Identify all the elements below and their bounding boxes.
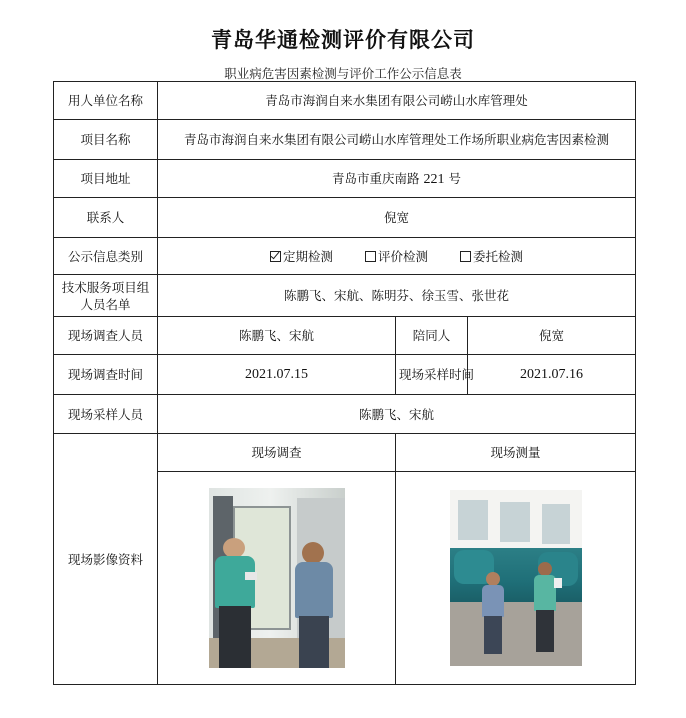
sampling-time-label: 现场采样时间 — [396, 355, 468, 395]
checkbox-evaluation[interactable] — [365, 251, 376, 262]
survey-photo-cell — [158, 472, 396, 685]
info-table — [53, 81, 636, 685]
address-prefix: 青岛市重庆南路 — [332, 170, 420, 186]
option-evaluation-label: 评价检测 — [378, 248, 429, 264]
address-number: 221 — [423, 171, 445, 187]
address-value — [158, 160, 636, 198]
row-team — [54, 275, 636, 317]
survey-photo — [209, 488, 345, 668]
team-label: 技术服务项目组人员名单 — [54, 275, 158, 317]
address-suffix: 号 — [448, 170, 461, 186]
row-employer — [54, 82, 636, 120]
team-value: 陈鹏飞、宋航、陈明芬、徐玉雪、张世花 — [158, 275, 636, 317]
survey-staff-label: 现场调查人员 — [54, 317, 158, 355]
contact-label: 联系人 — [54, 198, 158, 238]
option-periodic[interactable] — [270, 248, 333, 265]
project-value: 青岛市海润自来水集团有限公司崂山水库管理处工作场所职业病危害因素检测 — [158, 120, 636, 160]
checkbox-commissioned[interactable] — [460, 251, 471, 262]
sampling-staff-label: 现场采样人员 — [54, 395, 158, 434]
measure-photo-cell — [396, 472, 636, 685]
employer-label: 用人单位名称 — [54, 82, 158, 120]
companion-label: 陪同人 — [396, 317, 468, 355]
survey-time-value: 2021.07.15 — [158, 355, 396, 395]
checkbox-periodic[interactable] — [270, 251, 281, 262]
row-address — [54, 160, 636, 198]
survey-caption: 现场调查 — [158, 434, 396, 472]
option-periodic-label: 定期检测 — [283, 248, 334, 264]
measure-photo — [450, 490, 582, 666]
sampling-time-value: 2021.07.16 — [468, 355, 636, 395]
row-sampling-staff — [54, 395, 636, 434]
contact-value: 倪宽 — [158, 198, 636, 238]
measure-caption: 现场测量 — [396, 434, 636, 472]
row-image-captions — [54, 434, 636, 472]
row-project — [54, 120, 636, 160]
option-evaluation[interactable] — [365, 248, 428, 265]
employer-value: 青岛市海润自来水集团有限公司崂山水库管理处 — [158, 82, 636, 120]
category-options — [158, 238, 636, 275]
category-label: 公示信息类别 — [54, 238, 158, 275]
survey-time-label: 现场调查时间 — [54, 355, 158, 395]
project-label: 项目名称 — [54, 120, 158, 160]
row-contact — [54, 198, 636, 238]
sampling-staff-value: 陈鹏飞、宋航 — [158, 395, 636, 434]
option-commissioned[interactable] — [460, 248, 523, 265]
address-label: 项目地址 — [54, 160, 158, 198]
companion-value: 倪宽 — [468, 317, 636, 355]
row-category — [54, 238, 636, 275]
row-survey-staff — [54, 317, 636, 355]
row-survey-time — [54, 355, 636, 395]
images-label: 现场影像资料 — [54, 434, 158, 685]
page-title: 青岛华通检测评价有限公司 — [211, 28, 475, 52]
page-subtitle: 职业病危害因素检测与评价工作公示信息表 — [224, 66, 462, 81]
survey-staff-value: 陈鹏飞、宋航 — [158, 317, 396, 355]
option-commissioned-label: 委托检测 — [473, 248, 524, 264]
